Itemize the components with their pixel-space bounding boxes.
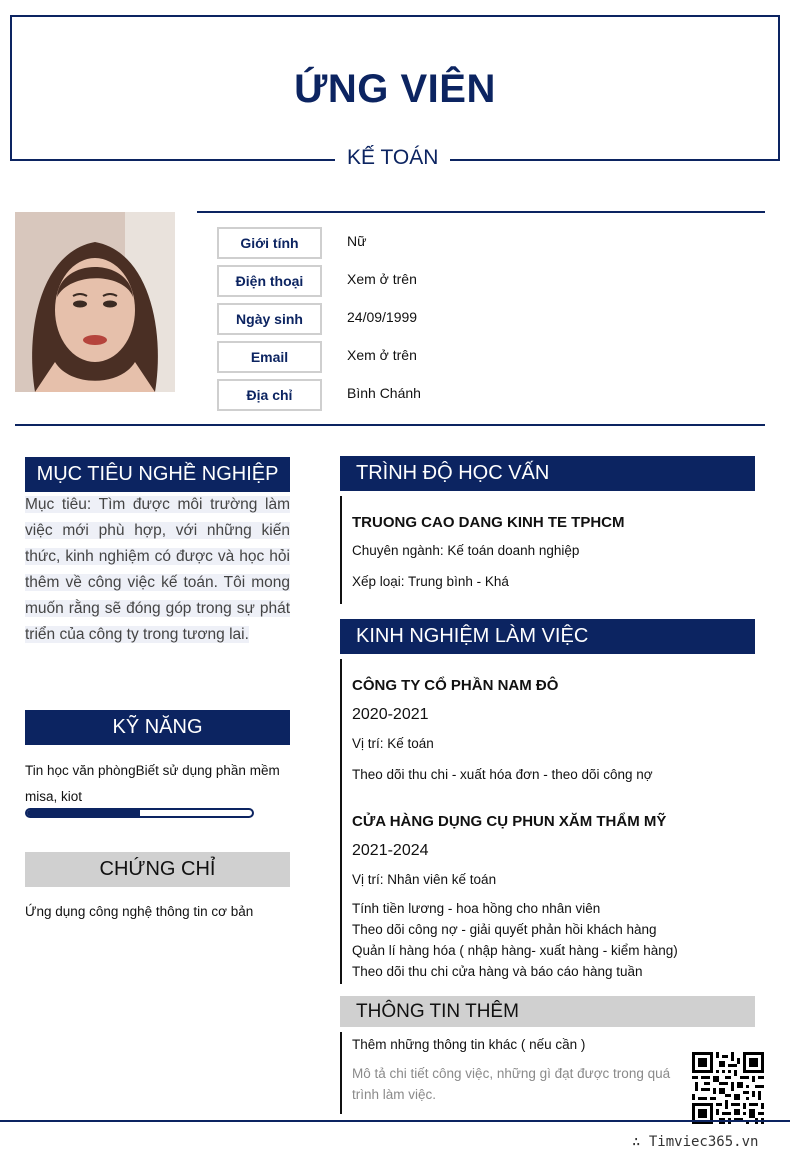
job-2-duty: Tính tiền lương - hoa hồng cho nhân viên [352,901,601,916]
additional-rule [340,1032,342,1114]
education-rule [340,496,342,604]
value-address: Bình Chánh [347,385,421,401]
job-2-duties [352,898,678,982]
job-title: KẾ TOÁN [335,146,450,170]
label-phone: Điện thoại [217,265,322,297]
education-school: TRUONG CAO DANG KINH TE TPHCM [352,514,625,531]
job-2-position: Vị trí: Nhân viên kế toán [352,872,497,887]
label-birthdate: Ngày sinh [217,303,322,335]
skills-line-1: Tin học văn phòngBiết sử dụng phần mềm [25,763,280,778]
divider-top [197,211,765,213]
header-frame [10,15,780,161]
skills-text [25,758,295,810]
value-phone: Xem ở trên [347,271,417,287]
skills-line-2: misa, kiot [25,789,83,804]
job-2-company: CỬA HÀNG DỤNG CỤ PHUN XĂM THẨM MỸ [352,813,667,830]
education-major: Chuyên ngành: Kế toán doanh nghiệp [352,543,580,558]
additional-line: Thêm những thông tin khác ( nếu cần ) [352,1037,586,1052]
job-1-position: Vị trí: Kế toán [352,736,434,751]
label-gender: Giới tính [217,227,322,259]
job-1-duty: Theo dõi thu chi - xuất hóa đơn - theo dõi công nợ [352,767,653,782]
footer-divider [0,1120,790,1122]
objective-text [25,492,290,648]
job-1-period: 2020-2021 [352,706,429,723]
certificates-heading: CHỨNG CHỈ [25,852,290,887]
job-2-duty: Quản lí hàng hóa ( nhập hàng- xuất hàng - kiểm hàng) [352,943,678,958]
skill-level-fill [27,810,140,816]
certificate-item: Ứng dụng công nghệ thông tin cơ bản [25,904,254,919]
qr-code [692,1052,764,1124]
objective-body: Mục tiêu: Tìm được môi trường làm việc mới phù hợp, với những kiến thức, kinh nghiệm có được và học hỏi thêm về công việc kế toán. Tôi mong muốn rằng sẽ đóng góp trong sự phát triển của công ty trong tương lai. [25,496,290,643]
skills-heading: KỸ NĂNG [25,710,290,745]
additional-placeholder: Mô tả chi tiết công việc, những gì đạt được trong quá trình làm việc. [352,1066,671,1102]
education-heading: TRÌNH ĐỘ HỌC VẤN [340,456,755,491]
job-2-duty: Theo dõi công nợ - giải quyết phản hồi khách hàng [352,922,657,937]
experience-rule [340,659,342,984]
skill-level-bar [25,808,254,818]
education-grade: Xếp loại: Trung bình - Khá [352,574,509,589]
divider-middle [15,424,765,426]
objective-heading: MỤC TIÊU NGHỀ NGHIỆP [25,457,290,492]
footer-brand[interactable]: ∴ Timviec365.vn [632,1134,759,1150]
candidate-name: ỨNG VIÊN [294,67,496,111]
value-gender: Nữ [347,233,367,249]
profile-photo [15,212,175,392]
additional-heading: THÔNG TIN THÊM [340,996,755,1027]
value-birthdate: 24/09/1999 [347,309,418,325]
job-1-company: CÔNG TY CỔ PHẦN NAM ĐÔ [352,677,559,694]
job-2-period: 2021-2024 [352,842,429,859]
value-email: Xem ở trên [347,347,417,363]
label-email: Email [217,341,322,373]
experience-heading: KINH NGHIỆM LÀM VIỆC [340,619,755,654]
job-2-duty: Theo dõi thu chi cửa hàng và báo cáo hàng tuần [352,964,643,979]
label-address: Địa chỉ [217,379,322,411]
